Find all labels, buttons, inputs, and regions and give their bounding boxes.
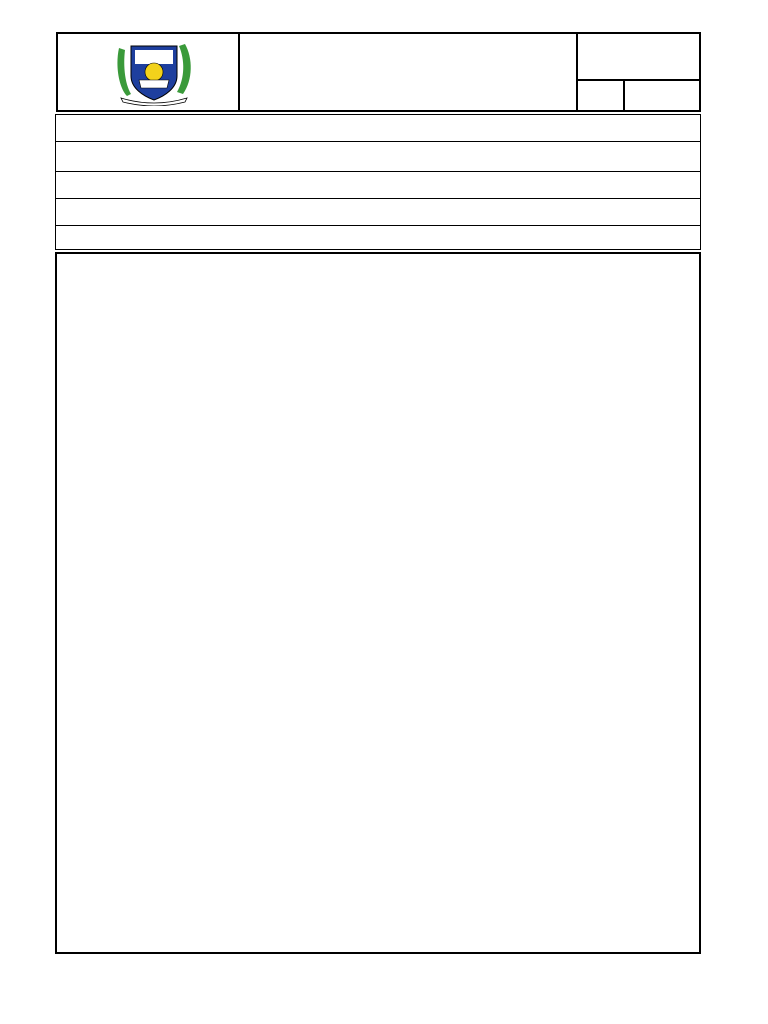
header-title-cell <box>238 34 578 110</box>
municipal-coat-of-arms-icon <box>113 36 203 106</box>
info-row <box>56 142 700 172</box>
header-code-cell <box>576 34 699 81</box>
identification-block <box>55 114 701 250</box>
info-row <box>56 115 700 142</box>
document-header <box>56 32 701 112</box>
info-row <box>56 199 700 226</box>
info-row <box>56 172 700 199</box>
info-row <box>56 226 700 251</box>
logo-cell <box>58 34 240 110</box>
checklist-frame <box>55 252 701 954</box>
header-revision-cell <box>576 79 625 110</box>
